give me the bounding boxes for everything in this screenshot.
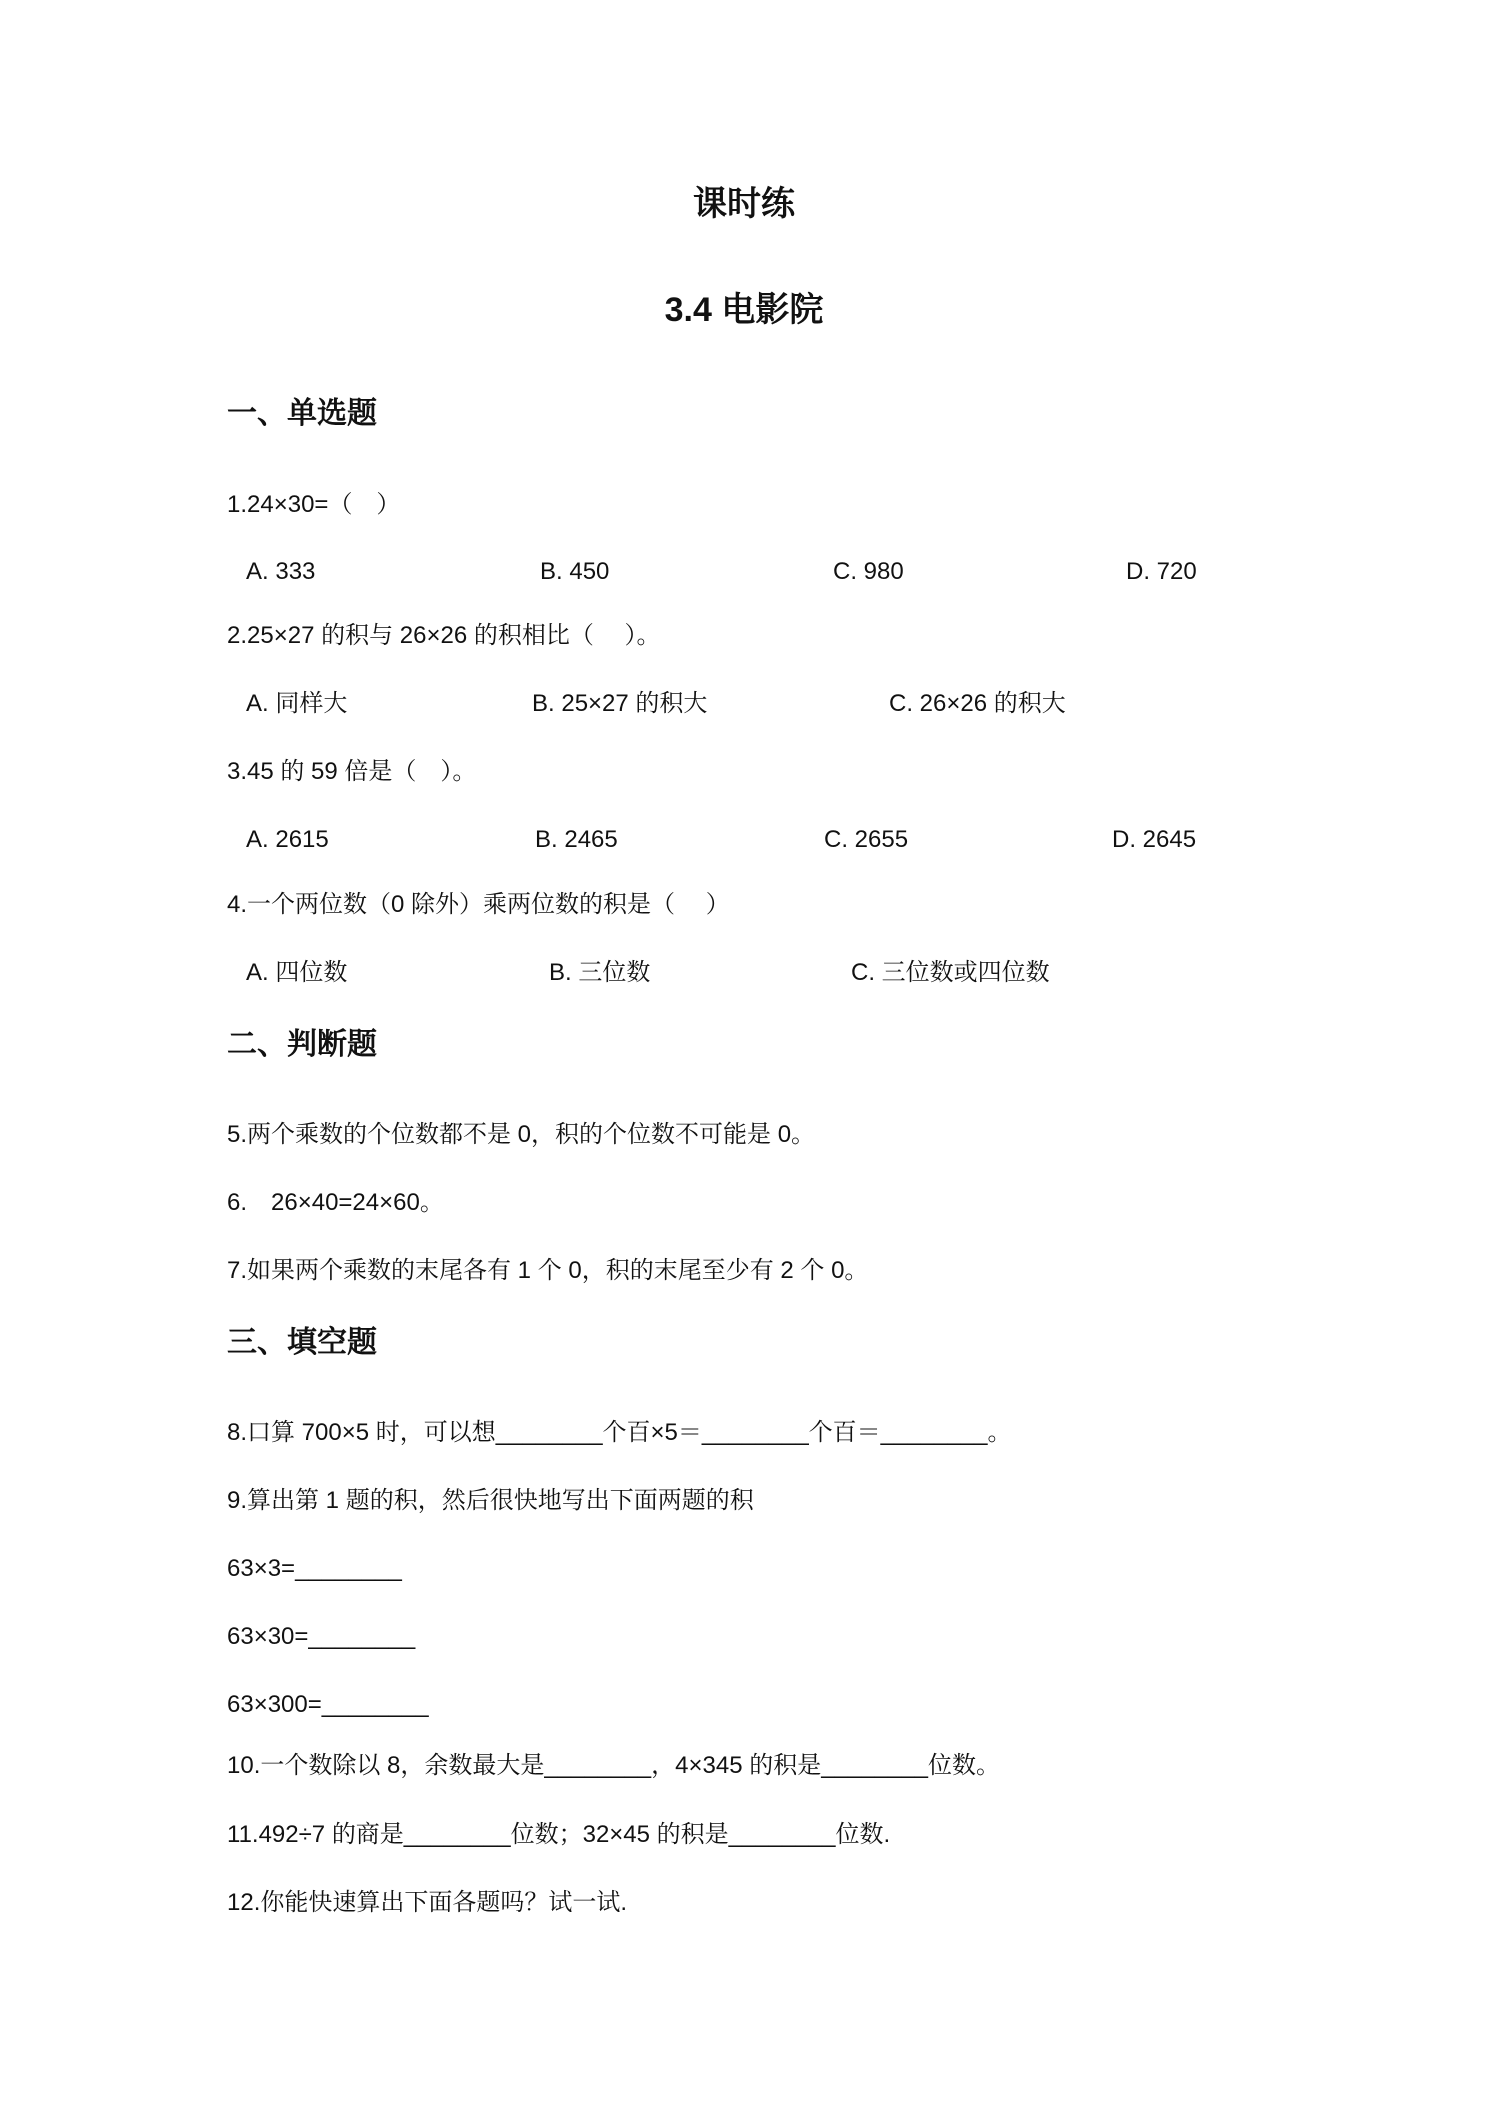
question-3-option-a: A. 2615 xyxy=(246,826,329,853)
question-3-option-c: C. 2655 xyxy=(824,826,909,853)
section-heading-true-false: 二、判断题 xyxy=(227,1028,377,1061)
section-heading-single-choice: 一、单选题 xyxy=(227,397,377,430)
question-1-option-b: B. 450 xyxy=(540,558,610,585)
question-1-option-c: C. 980 xyxy=(833,558,904,585)
page-title: 课时练 xyxy=(693,185,795,223)
question-4: 4.一个两位数（0 除外）乘两位数的积是（ ） xyxy=(227,891,730,918)
question-12: 12.你能快速算出下面各题吗？试一试. xyxy=(227,1889,628,1916)
question-4-option-a: A. 四位数 xyxy=(246,959,348,986)
question-7: 7.如果两个乘数的末尾各有 1 个 0，积的末尾至少有 2 个 0。 xyxy=(227,1257,869,1284)
lesson-title: 3.4 电影院 xyxy=(664,291,824,329)
question-11: 11.492÷7 的商是________位数；32×45 的积是________位数. xyxy=(227,1821,891,1848)
question-4-option-b: B. 三位数 xyxy=(549,959,651,986)
question-3-option-d: D. 2645 xyxy=(1112,826,1197,853)
section-heading-fill-blank: 三、填空题 xyxy=(227,1326,377,1359)
question-2: 2.25×27 的积与 26×26 的积相比（ ）。 xyxy=(227,622,661,649)
question-1: 1.24×30=（ ） xyxy=(227,491,401,518)
question-1-option-a: A. 333 xyxy=(246,558,316,585)
question-8: 8.口算 700×5 时，可以想________个百×5＝________个百＝________。 xyxy=(227,1419,1012,1446)
question-9: 9.算出第 1 题的积，然后很快地写出下面两题的积 xyxy=(227,1487,754,1514)
question-9-line-2: 63×30=________ xyxy=(227,1623,416,1650)
question-9-line-3: 63×300=________ xyxy=(227,1691,429,1718)
question-2-option-c: C. 26×26 的积大 xyxy=(889,690,1066,717)
question-2-option-b: B. 25×27 的积大 xyxy=(532,690,708,717)
question-5: 5.两个乘数的个位数都不是 0，积的个位数不可能是 0。 xyxy=(227,1121,816,1148)
question-3: 3.45 的 59 倍是（ ）。 xyxy=(227,758,477,785)
question-9-line-1: 63×3=________ xyxy=(227,1555,402,1582)
question-10: 10.一个数除以 8，余数最大是________，4×345 的积是________位数。 xyxy=(227,1752,1001,1779)
question-3-option-b: B. 2465 xyxy=(535,826,618,853)
question-4-option-c: C. 三位数或四位数 xyxy=(851,959,1050,986)
question-6: 6. 26×40=24×60。 xyxy=(227,1189,444,1216)
question-2-option-a: A. 同样大 xyxy=(246,690,348,717)
question-1-option-d: D. 720 xyxy=(1126,558,1197,585)
